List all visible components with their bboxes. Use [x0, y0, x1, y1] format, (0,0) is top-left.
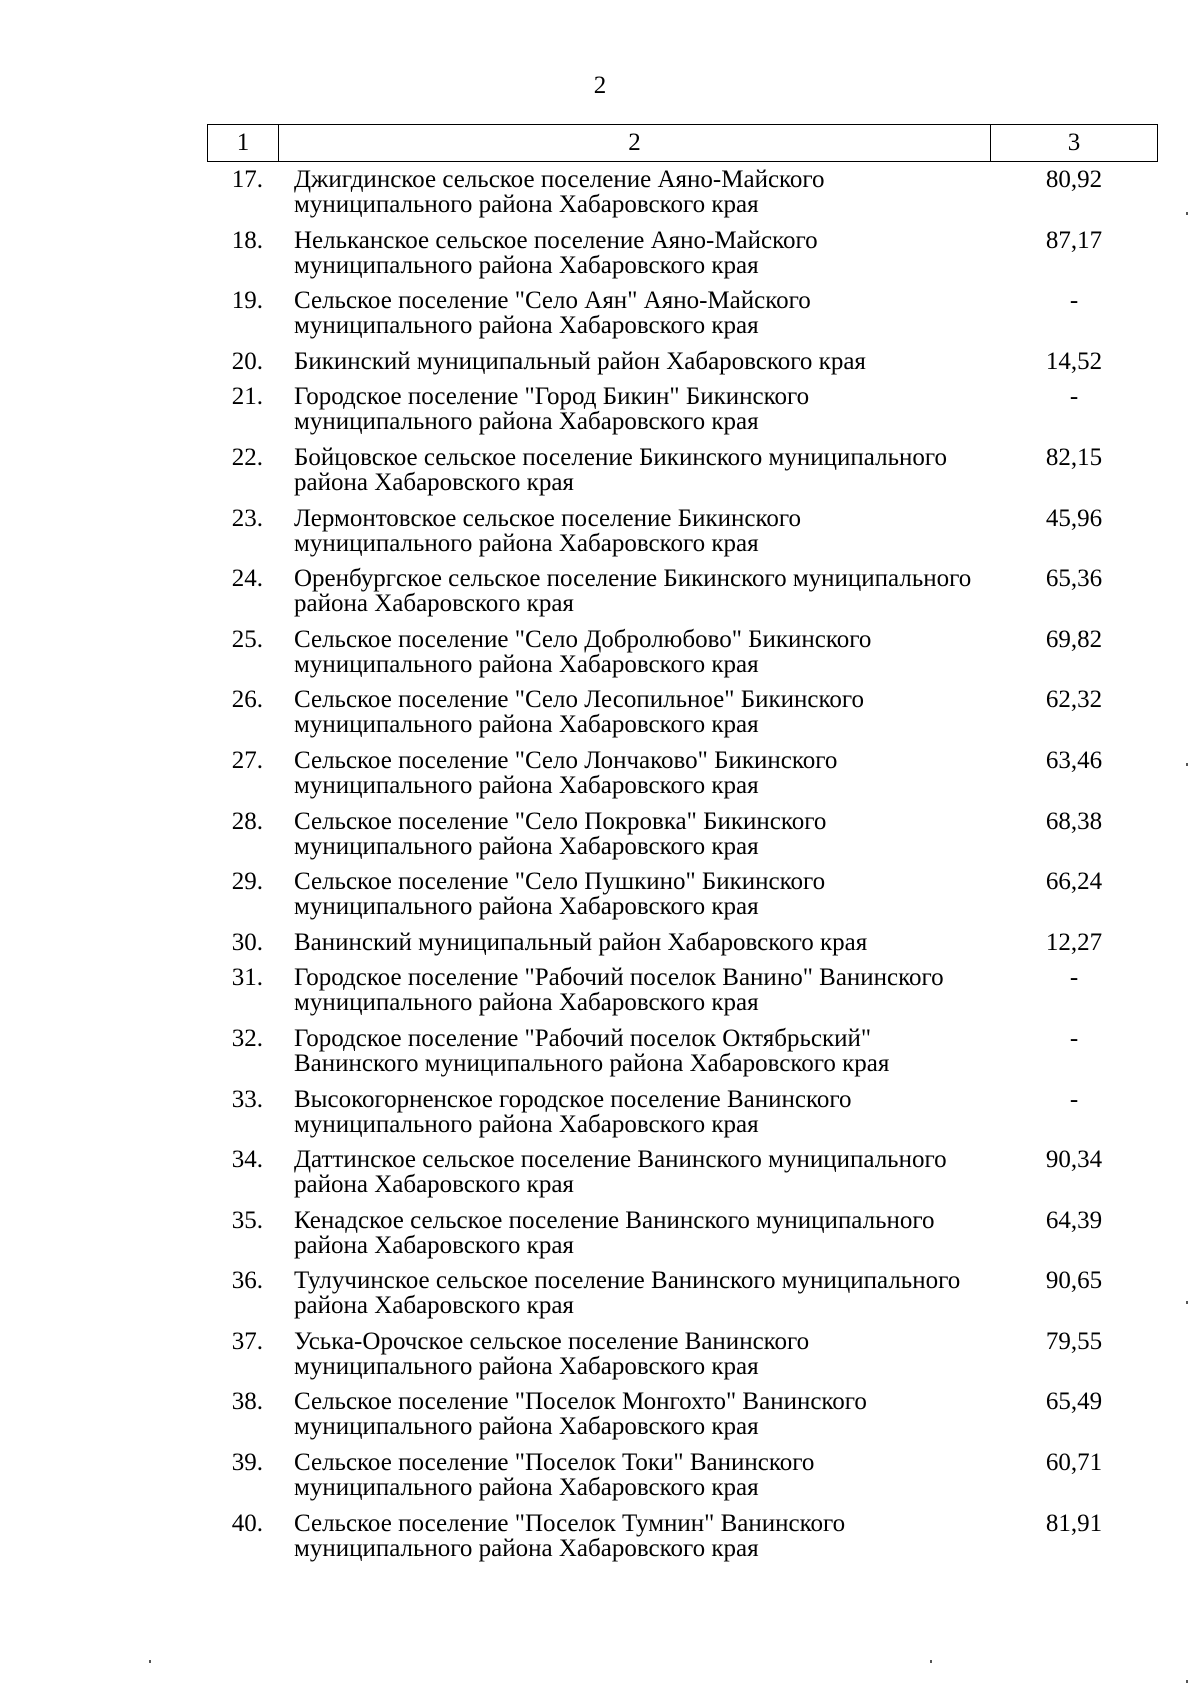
table-row — [207, 1450, 1158, 1500]
row-number: 20. — [231, 347, 263, 375]
table-row — [207, 869, 1158, 919]
row-name: Сельское поселение "Село Пушкино" Бикинского муниципального района Хабаровского края — [294, 868, 826, 921]
table-row — [207, 930, 1158, 955]
row-name: Бойцовское сельское поселение Бикинского муниципального района Хабаровского края — [294, 443, 947, 496]
row-name: Сельское поселение "Село Покровка" Бикинского муниципального района Хабаровского края — [294, 807, 827, 860]
row-number: 34. — [231, 1146, 263, 1174]
row-value: 45,96 — [1045, 504, 1103, 532]
table-row — [207, 349, 1158, 374]
row-number: 21. — [231, 383, 263, 411]
row-number: 30. — [231, 928, 263, 956]
row-name: Городское поселение "Рабочий поселок Октябрьский" Ванинского муниципального района Хабаровского края — [294, 1024, 890, 1077]
row-value: - — [1069, 1085, 1079, 1113]
table-body — [207, 167, 1158, 1571]
row-value: - — [1069, 287, 1079, 315]
row-name: Сельское поселение "Село Аян" Аяно-Майского муниципального района Хабаровского края — [294, 287, 811, 340]
table-row — [207, 566, 1158, 616]
row-value: 68,38 — [1045, 807, 1103, 835]
table-row — [207, 1147, 1158, 1197]
row-number: 22. — [231, 443, 263, 471]
table-row — [207, 1268, 1158, 1318]
table-row — [207, 1208, 1158, 1258]
page-number: 2 — [593, 72, 607, 99]
row-number: 40. — [231, 1509, 263, 1537]
row-value: 65,36 — [1045, 565, 1103, 593]
row-name: Сельское поселение "Поселок Токи" Ванинского муниципального района Хабаровского края — [294, 1449, 815, 1502]
row-number: 18. — [231, 226, 263, 254]
row-value: 69,82 — [1045, 625, 1103, 653]
row-value: - — [1069, 1024, 1079, 1052]
row-value: 82,15 — [1045, 443, 1103, 471]
row-name: Лермонтовское сельское поселение Бикинского муниципального района Хабаровского края — [294, 504, 801, 557]
row-name: Нельканское сельское поселение Аяно-Майского муниципального района Хабаровского края — [294, 226, 818, 279]
row-number: 29. — [231, 868, 263, 896]
row-value: 14,52 — [1045, 347, 1103, 375]
row-name: Сельское поселение "Поселок Тумнин" Ванинского муниципального района Хабаровского края — [294, 1509, 846, 1562]
row-number: 26. — [231, 686, 263, 714]
row-name: Высокогорненское городское поселение Ванинского муниципального района Хабаровского края — [294, 1085, 852, 1138]
table-row — [207, 384, 1158, 434]
row-name: Кенадское сельское поселение Ванинского муниципального района Хабаровского края — [294, 1206, 935, 1259]
table-row — [207, 1087, 1158, 1137]
row-number: 39. — [231, 1449, 263, 1477]
row-number: 23. — [231, 504, 263, 532]
row-number: 37. — [231, 1327, 263, 1355]
row-value: 65,49 — [1045, 1388, 1103, 1416]
row-number: 31. — [231, 964, 263, 992]
row-name: Ванинский муниципальный район Хабаровского края — [294, 928, 868, 956]
row-name: Даттинское сельское поселение Ванинского муниципального района Хабаровского края — [294, 1146, 947, 1199]
row-number: 24. — [231, 565, 263, 593]
table-row — [207, 167, 1158, 217]
row-value: 62,32 — [1045, 686, 1103, 714]
row-value: 80,92 — [1045, 166, 1103, 193]
table-row — [207, 506, 1158, 556]
row-value: 79,55 — [1045, 1327, 1103, 1355]
row-name: Городское поселение "Город Бикин" Бикинского муниципального района Хабаровского края — [294, 383, 810, 436]
table-row — [207, 809, 1158, 859]
row-value: 63,46 — [1045, 746, 1103, 774]
table-row — [207, 445, 1158, 495]
row-number: 33. — [231, 1085, 263, 1113]
row-number: 17. — [231, 166, 263, 193]
row-value: 64,39 — [1045, 1206, 1103, 1234]
table-row — [207, 228, 1158, 278]
header-col-1: 1 — [208, 125, 279, 162]
row-name: Сельское поселение "Село Лончаково" Бикинского муниципального района Хабаровского края — [294, 746, 838, 799]
row-number: 27. — [231, 746, 263, 774]
row-number: 32. — [231, 1024, 263, 1052]
row-name: Джигдинское сельское поселение Аяно-Майского муниципального района Хабаровского края — [294, 166, 825, 218]
row-name: Сельское поселение "Село Добролюбово" Бикинского муниципального района Хабаровского края — [294, 625, 872, 678]
row-value: 60,71 — [1045, 1449, 1103, 1477]
row-value: - — [1069, 964, 1079, 992]
row-number: 36. — [231, 1267, 263, 1295]
row-name: Уська-Орочское сельское поселение Ванинского муниципального района Хабаровского края — [294, 1327, 810, 1380]
row-value: 81,91 — [1045, 1509, 1103, 1537]
row-number: 35. — [231, 1206, 263, 1234]
row-number: 28. — [231, 807, 263, 835]
row-name: Оренбургское сельское поселение Бикинского муниципального района Хабаровского края — [294, 565, 972, 618]
row-name: Сельское поселение "Поселок Монгохто" Ванинского муниципального района Хабаровского края — [294, 1388, 867, 1441]
row-number: 19. — [231, 287, 263, 315]
row-value: 12,27 — [1045, 928, 1103, 956]
table-row — [207, 1329, 1158, 1379]
table-row — [207, 1026, 1158, 1076]
table-row — [207, 748, 1158, 798]
row-value: 87,17 — [1045, 226, 1103, 254]
row-value: 90,34 — [1045, 1146, 1103, 1174]
row-name: Сельское поселение "Село Лесопильное" Бикинского муниципального района Хабаровского края — [294, 686, 864, 739]
row-name: Бикинский муниципальный район Хабаровского края — [294, 347, 866, 375]
row-name: Тулучинское сельское поселение Ванинского муниципального района Хабаровского края — [294, 1267, 961, 1320]
header-col-3: 3 — [991, 125, 1158, 162]
table-row — [207, 965, 1158, 1015]
row-number: 25. — [231, 625, 263, 653]
row-value: 66,24 — [1045, 868, 1103, 896]
header-col-2: 2 — [279, 125, 991, 162]
row-value: 90,65 — [1045, 1267, 1103, 1295]
table-row — [207, 627, 1158, 677]
row-value: - — [1069, 383, 1079, 411]
table-row — [207, 288, 1158, 338]
row-number: 38. — [231, 1388, 263, 1416]
table-header — [207, 124, 1158, 162]
row-name: Городское поселение "Рабочий поселок Ванино" Ванинского муниципального района Хабаровского края — [294, 964, 944, 1017]
table-row — [207, 1511, 1158, 1561]
table-row — [207, 687, 1158, 737]
table-row — [207, 1389, 1158, 1439]
